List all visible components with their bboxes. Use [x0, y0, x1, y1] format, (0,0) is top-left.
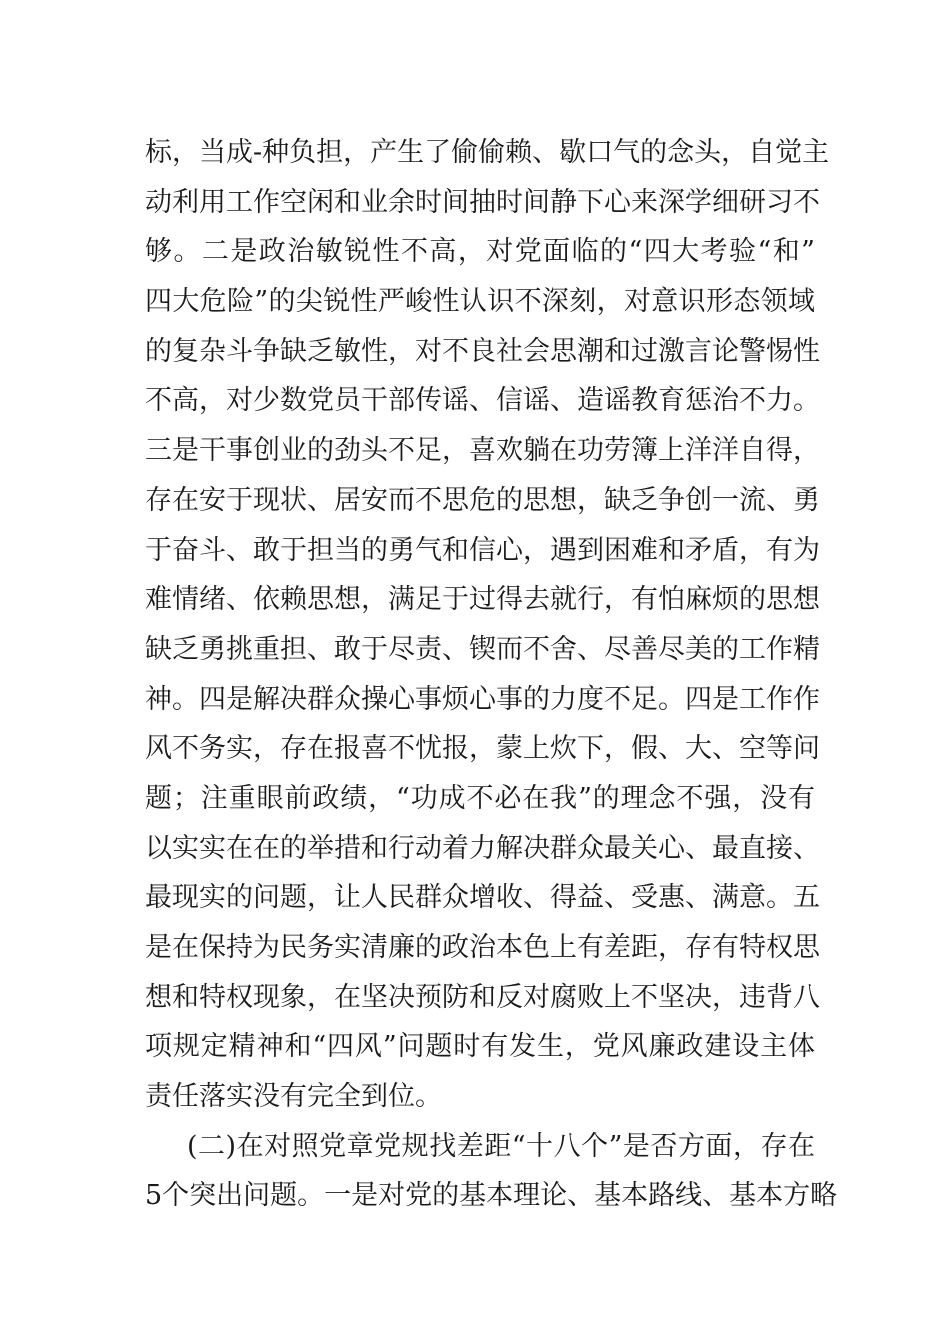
text-line: 最现实的问题，让人民群众增收、得益、受惠、满意。五 [145, 882, 820, 914]
text-line: 动利用工作空闲和业余时间抽时间静下心来深学细研习不 [145, 186, 820, 218]
text-line: 以实实在在的举措和行动着力解决群众最关心、最直接、 [145, 832, 820, 864]
paragraph-first-line: (二)在对照党章党规找差距“十八个”是否方面，存在 [187, 1130, 815, 1162]
text-line: 标，当成-种负担，产生了偷偷赖、歇口气的念头，自觉主 [145, 137, 830, 168]
text-line: 三是干事创业的劲头不足，喜欢躺在功劳簿上洋洋自得， [145, 435, 820, 467]
text-line: 是在保持为民务实清廉的政治本色上有差距，存有特权思 [145, 932, 820, 963]
text-line: 想和特权现象，在坚决预防和反对腐败上不坚决，违背八 [145, 981, 820, 1013]
text-line: 神。四是解决群众操心事烦心事的力度不足。四是工作作 [145, 683, 820, 715]
text-line: 四大危险”的尖锐性严峻性认识不深刻，对意识形态领域 [145, 286, 815, 318]
text-line: 风不务实，存在报喜不忧报，蒙上炊下，假、大、空等问 [145, 733, 820, 765]
text-line: 够。二是政治敏锐性不高，对党面临的“四大考验“和” [145, 236, 815, 268]
body-text [145, 128, 838, 1221]
text-line: 难情绪、依赖思想，满足于过得去就行，有怕麻烦的思想 [145, 584, 820, 616]
paragraph-last-line: 责任落实没有完全到位。 [145, 1081, 442, 1113]
text-line: 项规定精神和“四风”问题时有发生，党风廉政建设主体 [145, 1031, 815, 1063]
text-line: 缺乏勇挑重担、敢于尽责、锲而不舍、尽善尽美的工作精 [145, 633, 820, 665]
text-line: 5个突出问题。一是对党的基本理论、基本路线、基本方略 [145, 1180, 838, 1212]
text-line: 于奋斗、敢于担当的勇气和信心，遇到困难和矛盾，有为 [145, 534, 820, 566]
text-line: 不高，对少数党员干部传谣、信谣、造谣教育惩治不力。 [145, 385, 820, 417]
text-line: 存在安于现状、居安而不思危的思想，缺乏争创一流、勇 [145, 484, 820, 516]
text-line: 题；注重眼前政绩，“功成不必在我”的理念不强，没有 [145, 782, 815, 814]
text-line: 的复杂斗争缺乏敏性，对不良社会思潮和过激言论警惕性 [145, 335, 820, 367]
